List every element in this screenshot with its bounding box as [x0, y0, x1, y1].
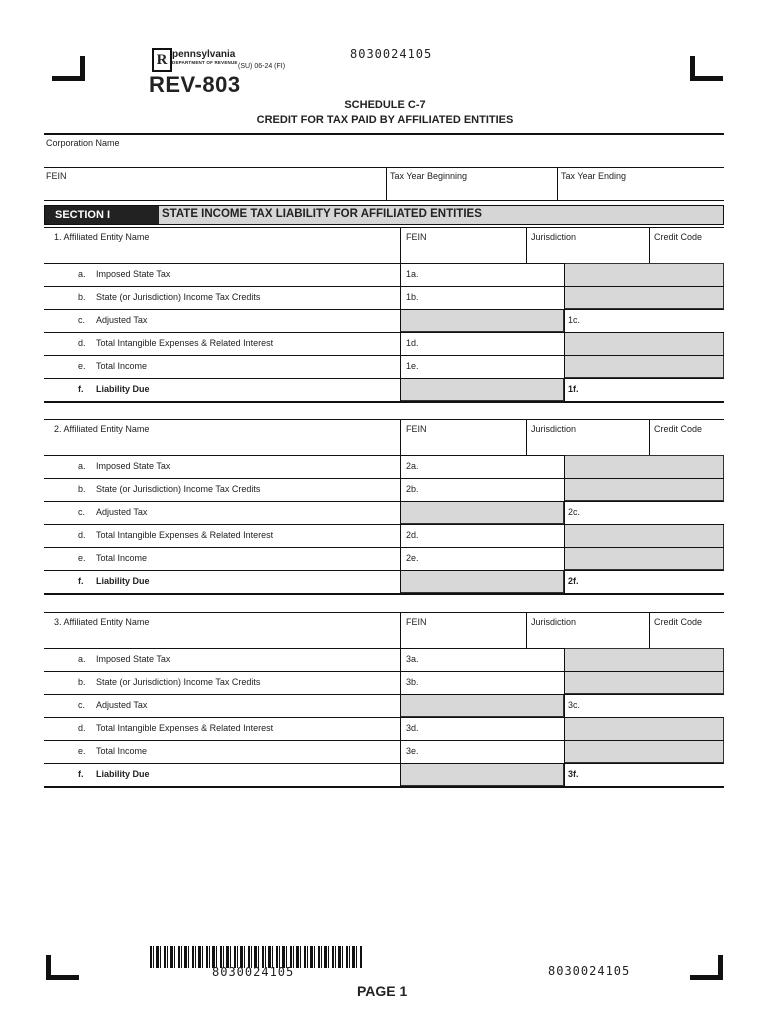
divider [386, 167, 387, 200]
line-letter: d. [78, 723, 86, 733]
line-letter: f. [78, 576, 84, 586]
line-amount-box-label: 2e. [406, 553, 419, 563]
shaded-area [400, 763, 564, 786]
row-rule [44, 355, 724, 356]
amount-field[interactable] [400, 355, 564, 378]
shaded-area [400, 570, 564, 593]
entity-name-label: 1. Affiliated Entity Name [54, 232, 150, 242]
divider [400, 501, 401, 524]
divider [564, 524, 565, 547]
amount-field[interactable] [564, 763, 724, 786]
form-code: (SU) 06-24 (FI) [238, 63, 286, 70]
divider [649, 419, 650, 455]
line-amount-box-label: 2d. [406, 530, 419, 540]
divider [564, 378, 565, 401]
divider [400, 648, 401, 671]
shaded-area [400, 309, 564, 332]
divider [564, 570, 565, 593]
entity-bottom-rule [44, 401, 724, 403]
line-label: Liability Due [96, 769, 150, 779]
registration-mark-bottom-left [46, 955, 79, 980]
line-amount-box-label: 3d. [406, 723, 419, 733]
divider [400, 332, 401, 355]
line-amount-box-label: 2c. [568, 507, 581, 517]
header-rule [44, 133, 724, 135]
divider [557, 167, 558, 200]
entity-top-rule [44, 227, 724, 228]
entity-top-rule [44, 419, 724, 420]
line-letter: e. [78, 553, 86, 563]
line-amount-box-label: 1a. [406, 269, 419, 279]
document-number-bottom: 8030024105 [548, 964, 631, 978]
amount-field[interactable] [400, 671, 564, 694]
divider [564, 694, 565, 717]
shaded-area [400, 694, 564, 717]
line-letter: c. [78, 507, 86, 517]
divider [400, 378, 401, 401]
divider [400, 286, 401, 309]
section-header [44, 205, 724, 225]
divider [564, 332, 565, 355]
divider [400, 717, 401, 740]
line-amount-box-label: 3f. [568, 769, 579, 779]
amount-field[interactable] [400, 547, 564, 570]
amount-field[interactable] [400, 478, 564, 501]
line-amount-box-label: 2f. [568, 576, 579, 586]
divider [564, 648, 565, 671]
section-title: STATE INCOME TAX LIABILITY FOR AFFILIATED ENTITIES [162, 208, 482, 220]
divider [400, 263, 401, 286]
line-amount-box-label: 3e. [406, 746, 419, 756]
divider [400, 763, 401, 786]
amount-field[interactable] [400, 717, 564, 740]
amount-field[interactable] [564, 378, 724, 401]
entity-name-label: 2. Affiliated Entity Name [54, 424, 150, 434]
page-number: PAGE 1 [357, 983, 408, 999]
amount-field[interactable] [564, 694, 724, 717]
line-amount-box-label: 2a. [406, 461, 419, 471]
line-letter: a. [78, 654, 86, 664]
line-amount-box-label: 3a. [406, 654, 419, 664]
jurisdiction-column-label: Jurisdiction [531, 617, 577, 627]
entity-bottom-rule [44, 786, 724, 788]
row-rule [44, 740, 724, 741]
line-label: Adjusted Tax [96, 507, 148, 517]
credit-code-column-label: Credit Code [654, 232, 703, 242]
divider [564, 763, 565, 786]
fein-column-label: FEIN [406, 617, 427, 627]
line-label: Imposed State Tax [96, 461, 171, 471]
divider [400, 419, 401, 455]
jurisdiction-column-label: Jurisdiction [531, 232, 577, 242]
divider [400, 309, 401, 332]
row-rule [44, 547, 724, 548]
divider [526, 612, 527, 648]
line-amount-box-label: 1e. [406, 361, 419, 371]
line-letter: c. [78, 315, 86, 325]
amount-field[interactable] [400, 648, 564, 671]
line-label: State (or Jurisdiction) Income Tax Credits [96, 484, 261, 494]
line-letter: d. [78, 530, 86, 540]
line-label: Total Income [96, 746, 148, 756]
line-label: Total Intangible Expenses & Related Interest [96, 723, 274, 733]
entity-bottom-rule [44, 593, 724, 595]
divider [400, 612, 401, 648]
divider [400, 547, 401, 570]
line-letter: c. [78, 700, 86, 710]
row-rule [44, 671, 724, 672]
fein-column-label: FEIN [406, 232, 427, 242]
line-amount-box-label: 1b. [406, 292, 419, 302]
line-label: Total Intangible Expenses & Related Interest [96, 530, 274, 540]
divider [400, 478, 401, 501]
line-letter: e. [78, 746, 86, 756]
line-letter: b. [78, 292, 86, 302]
divider [400, 524, 401, 547]
divider [564, 478, 565, 501]
jurisdiction-column-label: Jurisdiction [531, 424, 577, 434]
registration-mark-bottom-right [690, 955, 723, 980]
fein-label: FEIN [46, 171, 67, 181]
divider [564, 355, 565, 378]
tax-year-ending-label: Tax Year Ending [561, 171, 627, 181]
row-rule [44, 332, 724, 333]
amount-field[interactable] [400, 740, 564, 763]
schedule-subtitle: CREDIT FOR TAX PAID BY AFFILIATED ENTITIES [256, 114, 514, 126]
line-letter: e. [78, 361, 86, 371]
credit-code-column-label: Credit Code [654, 424, 703, 434]
row-rule [44, 286, 724, 287]
shaded-area [400, 501, 564, 524]
corporation-name-label: Corporation Name [46, 138, 120, 148]
registration-mark-top-left [52, 56, 85, 81]
line-label: Imposed State Tax [96, 269, 171, 279]
entity-name-label: 3. Affiliated Entity Name [54, 617, 150, 627]
divider [526, 227, 527, 263]
amount-field[interactable] [564, 570, 724, 593]
amount-field[interactable] [400, 455, 564, 478]
line-amount-box-label: 2b. [406, 484, 419, 494]
form-id: REV-803 [149, 72, 241, 97]
line-amount-box-label: 3b. [406, 677, 419, 687]
line-letter: f. [78, 769, 84, 779]
pa-logo-icon: R [152, 48, 172, 72]
shaded-area [400, 378, 564, 401]
line-label: Total Income [96, 361, 148, 371]
corporation-name-field[interactable] [44, 167, 724, 168]
divider [400, 355, 401, 378]
line-letter: d. [78, 338, 86, 348]
line-amount-box-label: 1d. [406, 338, 419, 348]
tax-year-beginning-label: Tax Year Beginning [390, 171, 468, 181]
line-label: State (or Jurisdiction) Income Tax Credits [96, 292, 261, 302]
line-label: State (or Jurisdiction) Income Tax Credits [96, 677, 261, 687]
registration-mark-top-right [690, 56, 723, 81]
line-amount-box-label: 3c. [568, 700, 581, 710]
divider [564, 501, 565, 524]
divider [564, 455, 565, 478]
divider [400, 740, 401, 763]
row-rule [44, 717, 724, 718]
line-label: Adjusted Tax [96, 700, 148, 710]
amount-field[interactable] [564, 501, 724, 524]
line-label: Liability Due [96, 384, 150, 394]
line-letter: a. [78, 461, 86, 471]
schedule-title: SCHEDULE C-7 [344, 99, 426, 111]
divider [400, 694, 401, 717]
divider [564, 309, 565, 332]
divider [564, 286, 565, 309]
fein-field[interactable] [44, 200, 724, 201]
divider [649, 612, 650, 648]
line-letter: b. [78, 484, 86, 494]
credit-code-column-label: Credit Code [654, 617, 703, 627]
divider [526, 419, 527, 455]
line-label: Imposed State Tax [96, 654, 171, 664]
line-label: Total Intangible Expenses & Related Interest [96, 338, 274, 348]
line-label: Liability Due [96, 576, 150, 586]
entity-top-rule [44, 612, 724, 613]
divider [564, 547, 565, 570]
divider [564, 740, 565, 763]
row-rule [44, 524, 724, 525]
fein-column-label: FEIN [406, 424, 427, 434]
line-letter: a. [78, 269, 86, 279]
amount-field[interactable] [400, 332, 564, 355]
line-amount-box-label: 1c. [568, 315, 581, 325]
amount-field[interactable] [400, 524, 564, 547]
divider [564, 671, 565, 694]
divider [400, 227, 401, 263]
barcode-number: 8030024105 [212, 965, 295, 979]
divider [564, 263, 565, 286]
divider [649, 227, 650, 263]
document-number-top: 8030024105 [350, 47, 433, 61]
row-rule [44, 478, 724, 479]
section-tag: SECTION I [45, 206, 159, 224]
logo-name: pennsylvania [172, 49, 236, 60]
line-letter: b. [78, 677, 86, 687]
divider [400, 455, 401, 478]
divider [564, 717, 565, 740]
line-letter: f. [78, 384, 84, 394]
line-label: Adjusted Tax [96, 315, 148, 325]
amount-field[interactable] [564, 309, 724, 332]
logo-department: DEPARTMENT OF REVENUE [172, 60, 238, 65]
amount-field[interactable] [400, 263, 564, 286]
line-amount-box-label: 1f. [568, 384, 579, 394]
divider [400, 570, 401, 593]
amount-field[interactable] [400, 286, 564, 309]
divider [400, 671, 401, 694]
line-label: Total Income [96, 553, 148, 563]
